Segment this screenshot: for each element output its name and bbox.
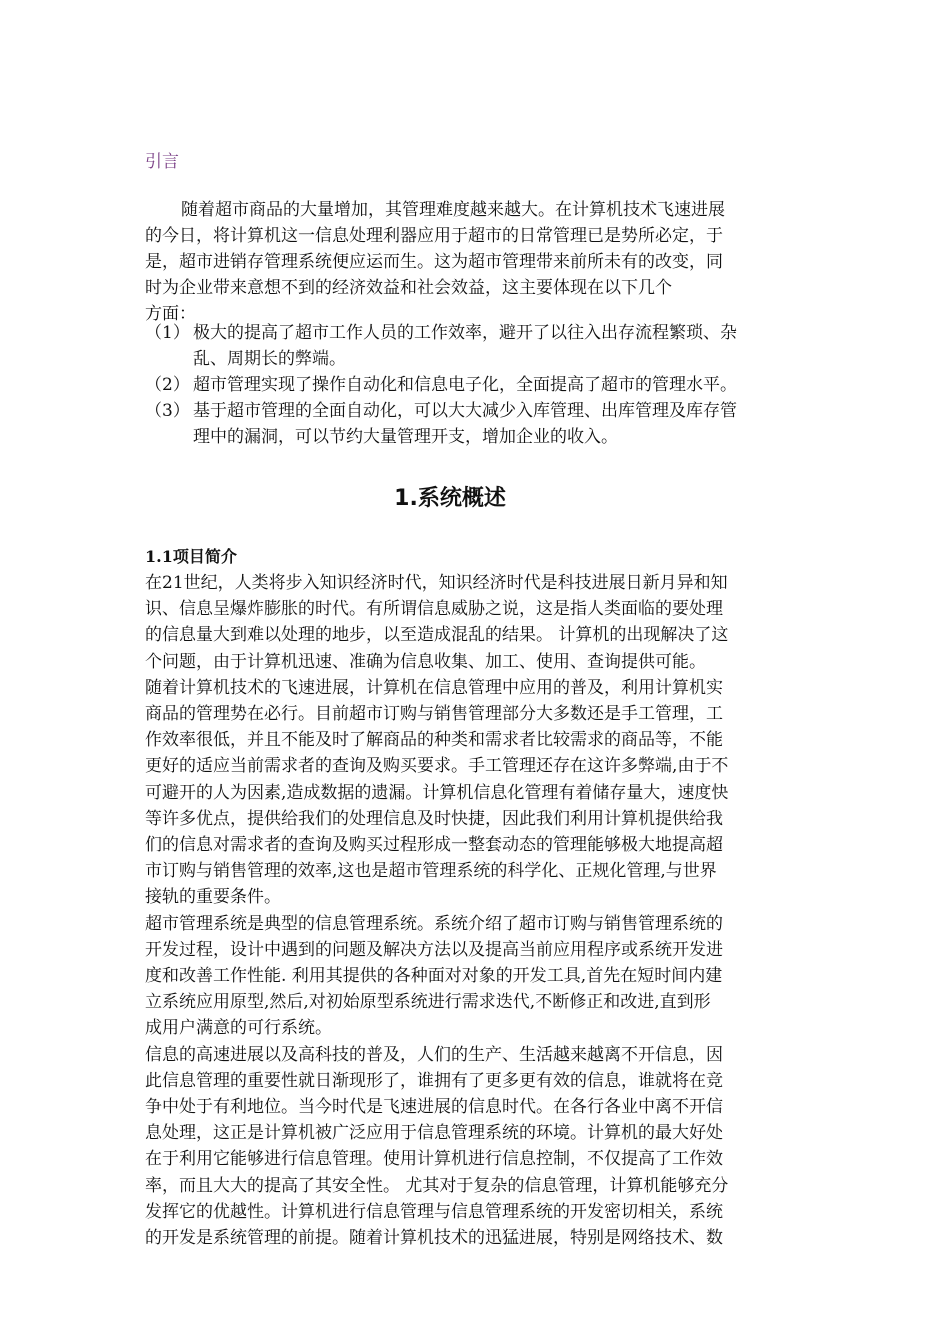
- body-line: 在21世纪，人类将步入知识经济时代，知识经济时代是科技进展日新月异和知: [145, 573, 728, 593]
- body-line: 商品的管理势在必行。目前超市订购与销售管理部分大多数还是手工管理，工: [145, 704, 723, 725]
- body-line: 接轨的重要条件。: [145, 887, 281, 908]
- body-line: 市订购与销售管理的效率,这也是超市管理系统的科学化、正规化管理,与世界: [145, 861, 717, 882]
- body-line: 成用户满意的可行系统。: [145, 1018, 332, 1039]
- intro-paragraph: [145, 197, 805, 327]
- body-line: 的信息量大到难以处理的地步，以至造成混乱的结果。 计算机的出现解决了这: [145, 625, 729, 646]
- body-line: 可避开的人为因素,造成数据的遗漏。计算机信息化管理有着储存量大，速度快: [145, 782, 729, 803]
- list-item: [145, 372, 815, 398]
- list-item-line: 乱、周期长的弊端。: [193, 349, 346, 369]
- paragraph-line: 是，超市进销存管理系统便应运而生。这为超市管理带来前所未有的改变，同: [145, 252, 723, 272]
- body-line: 息处理，这正是计算机被广泛应用于信息管理系统的环境。计算机的最大好处: [145, 1123, 723, 1144]
- subsection-heading: 1.1项目简介: [145, 547, 237, 566]
- body-line: 随着计算机技术的飞速进展，计算机在信息管理中应用的普及，利用计算机实: [145, 677, 723, 698]
- section-body: [145, 570, 815, 1251]
- body-line: 更好的适应当前需求者的查询及购买要求。手工管理还存在这许多弊端,由于不: [145, 756, 729, 777]
- body-line: 在于利用它能够进行信息管理。使用计算机进行信息控制，不仅提高了工作效: [145, 1149, 723, 1170]
- list-item-line: 基于超市管理的全面自动化，可以大大减少入库管理、出库管理及库存管: [193, 401, 737, 421]
- body-line: 率，而且大大的提高了其安全性。 尤其对于复杂的信息管理，计算机能够充分: [145, 1175, 729, 1196]
- list-item: [145, 320, 815, 372]
- body-line: 作效率很低，并且不能及时了解商品的种类和需求者比较需求的商品等，不能: [145, 730, 723, 751]
- body-line: 开发过程，设计中遇到的问题及解决方法以及提高当前应用程序或系统开发进: [145, 939, 723, 960]
- list-item-line: 理中的漏洞，可以节约大量管理开支，增加企业的收入。: [193, 427, 618, 447]
- body-line: 发挥它的优越性。计算机进行信息管理与信息管理系统的开发密切相关，系统: [145, 1201, 723, 1222]
- paragraph-line: 时为企业带来意想不到的经济效益和社会效益，这主要体现在以下几个: [145, 278, 672, 298]
- list-item-line: 超市管理实现了操作自动化和信息电子化，全面提高了超市的管理水平。: [193, 375, 737, 395]
- list-item-number: （3）: [145, 401, 190, 421]
- benefits-list: [145, 320, 815, 450]
- intro-title: 引言: [145, 152, 179, 172]
- body-line: 此信息管理的重要性就日渐现形了，谁拥有了更多更有效的信息，谁就将在竞: [145, 1070, 723, 1091]
- body-line: 的开发是系统管理的前提。随着计算机技术的迅猛进展，特别是网络技术、数: [145, 1228, 723, 1249]
- body-line: 识、信息呈爆炸膨胀的时代。有所谓信息威胁之说，这是指人类面临的要处理: [145, 599, 723, 620]
- body-line: 度和改善工作性能. 利用其提供的各种面对对象的开发工具,首先在短时间内建: [145, 966, 723, 987]
- list-item: [145, 398, 815, 450]
- body-line: 立系统应用原型,然后,对初始原型系统进行需求迭代,不断修正和改进,直到形: [145, 992, 711, 1013]
- body-line: 信息的高速进展以及高科技的普及，人们的生产、生活越来越离不开信息，因: [145, 1044, 723, 1065]
- body-line: 超市管理系统是典型的信息管理系统。系统介绍了超市订购与销售管理系统的: [145, 913, 723, 934]
- body-line: 们的信息对需求者的查询及购买过程形成一整套动态的管理能够极大地提高超: [145, 835, 723, 856]
- body-line: 个问题，由于计算机迅速、准确为信息收集、加工、使用、查询提供可能。: [145, 651, 706, 672]
- list-item-number: （2）: [145, 375, 190, 395]
- paragraph-line: 随着超市商品的大量增加，其管理难度越来越大。在计算机技术飞速进展: [181, 200, 725, 220]
- paragraph-line: 的今日，将计算机这一信息处理利器应用于超市的日常管理已是势所必定，于: [145, 226, 723, 246]
- list-item-number: （1）: [145, 323, 190, 343]
- list-item-line: 极大的提高了超市工作人员的工作效率，避开了以往入出存流程繁琐、杂: [193, 323, 737, 343]
- body-line: 等许多优点，提供给我们的处理信息及时快捷，因此我们利用计算机提供给我: [145, 808, 723, 829]
- paragraph-line: 方面：: [145, 304, 196, 324]
- section-heading: 1.系统概述: [394, 486, 506, 511]
- body-line: 争中处于有利地位。当今时代是飞速进展的信息时代。在各行各业中离不开信: [145, 1097, 723, 1118]
